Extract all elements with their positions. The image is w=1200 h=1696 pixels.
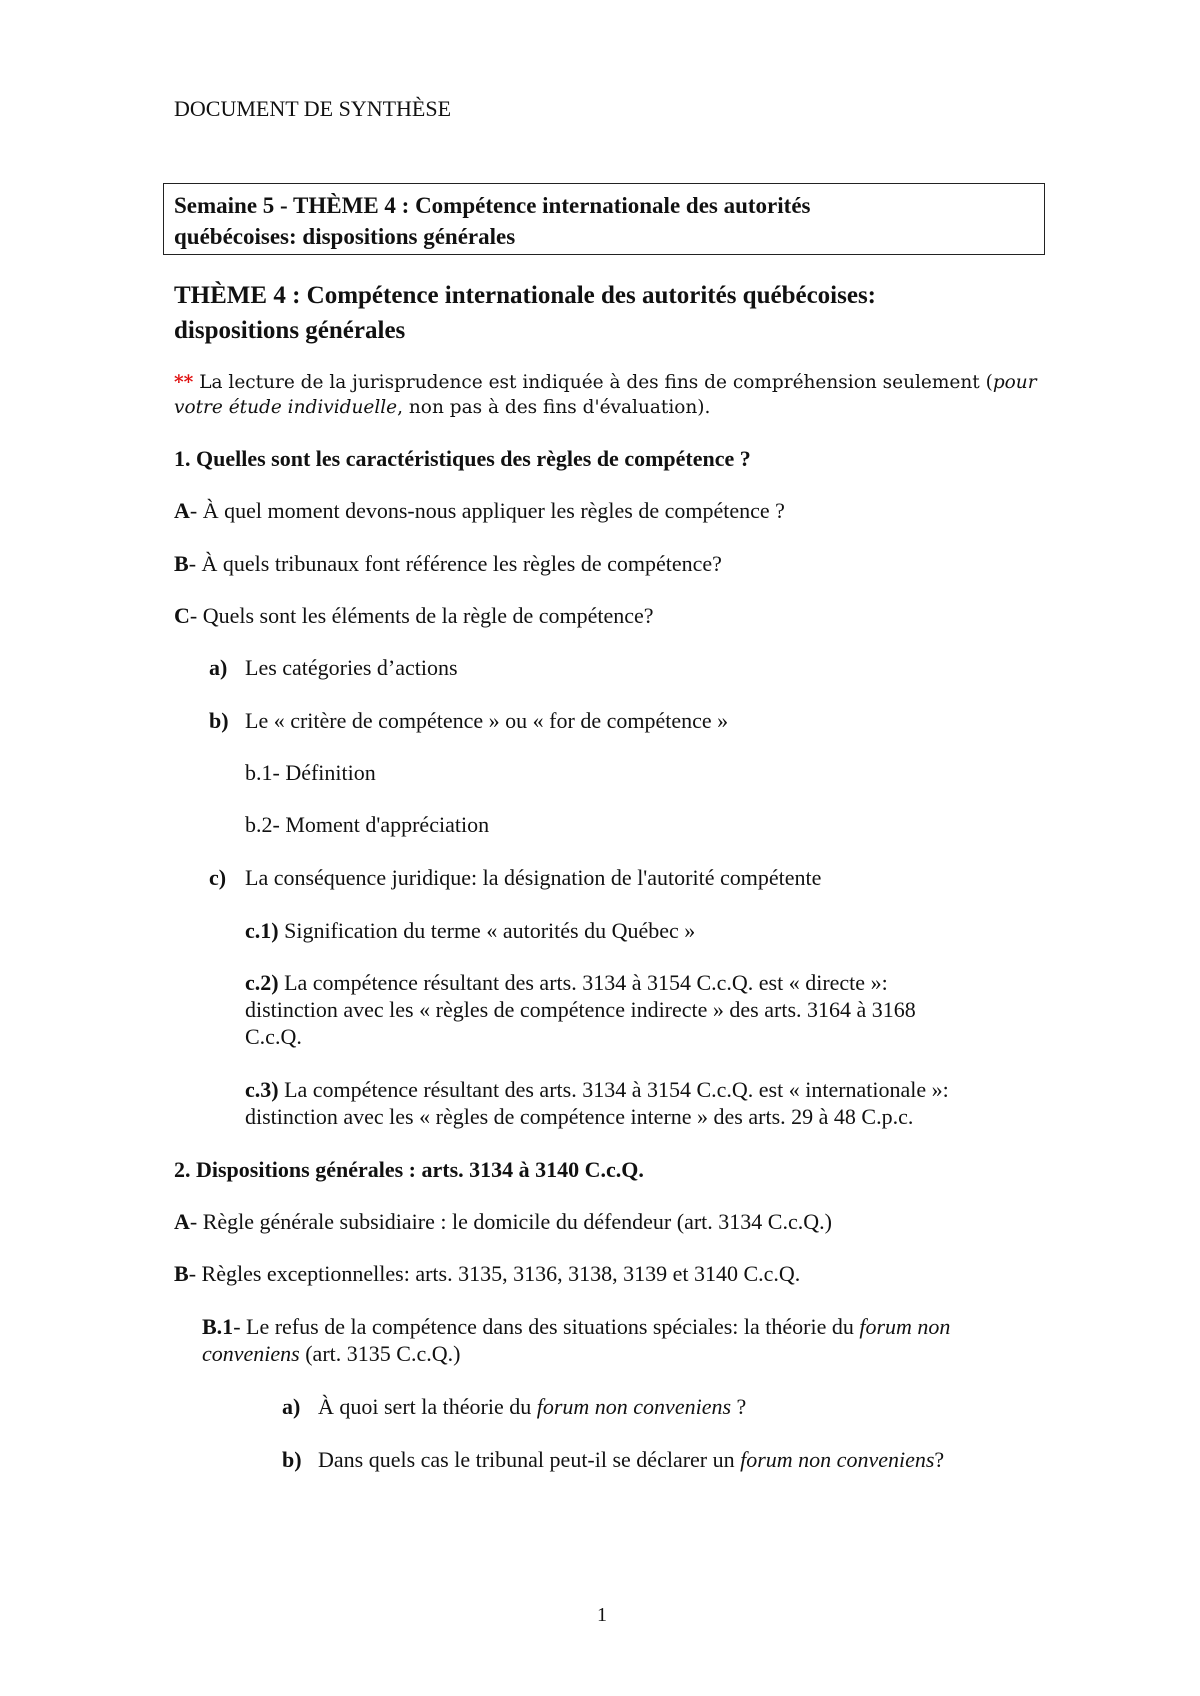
subitem-b-text: Le « critère de compétence » ou « for de compétence » [245,708,729,733]
note-text-2: , non pas à des fins d'évaluation). [397,397,711,418]
week-title-line-2: québécoises: dispositions générales [174,224,516,249]
question-a-label: a) [282,1394,301,1419]
note-italic-1: pour [992,372,1037,393]
section-1-item-a: A- À quel moment devons-nous appliquer les règles de compétence ? [174,498,785,523]
question-a-text: À quoi sert la théorie du forum non conveniens ? [318,1394,747,1419]
reading-note-line-2 [174,395,710,420]
section-1-title: 1. Quelles sont les caractéristiques des règles de compétence ? [174,446,751,471]
note-italic-2: votre étude individuelle [174,397,398,418]
reading-note-line-1 [174,370,1037,395]
week-title-box [163,183,1045,255]
document-header: DOCUMENT DE SYNTHÈSE [174,96,452,121]
subitem-c3-line-1: c.3) La compétence résultant des arts. 3134 à 3154 C.c.Q. est « internationale »: [245,1077,949,1102]
section-1-item-c: C- Quels sont les éléments de la règle de compétence? [174,603,654,628]
question-b-label: b) [282,1447,302,1472]
section-2-item-b: B- Règles exceptionnelles: arts. 3135, 3136, 3138, 3139 et 3140 C.c.Q. [174,1261,801,1286]
subitem-c2-line-2: distinction avec les « règles de compétence indirecte » des arts. 3164 à 3168 [245,997,916,1022]
theme-title-line-2: dispositions générales [174,317,406,344]
theme-title-line-1: THÈME 4 : Compétence internationale des autorités québécoises: [174,282,877,309]
subitem-b-label: b) [209,708,229,733]
section-2-item-b1-line-2: conveniens (art. 3135 C.c.Q.) [202,1341,461,1366]
note-text-1: La lecture de la jurisprudence est indiquée à des fins de compréhension seulement ( [193,372,993,393]
question-b-text: Dans quels cas le tribunal peut-il se déclarer un forum non conveniens? [318,1447,945,1472]
subitem-a-text: Les catégories d’actions [245,655,458,680]
section-2-item-a: A- Règle générale subsidiaire : le domicile du défendeur (art. 3134 C.c.Q.) [174,1209,832,1234]
subitem-c-label: c) [209,865,227,890]
section-2-item-b1-line-1: B.1- Le refus de la compétence dans des situations spéciales: la théorie du forum non [202,1314,951,1339]
subitem-b2: b.2- Moment d'appréciation [245,812,490,837]
page-number: 1 [597,1604,607,1626]
section-2-title: 2. Dispositions générales : arts. 3134 à 3140 C.c.Q. [174,1157,644,1182]
subitem-c-text: La conséquence juridique: la désignation de l'autorité compétente [245,865,822,890]
week-title-line-1: Semaine 5 - THÈME 4 : Compétence internationale des autorités [174,193,811,218]
subitem-a-label: a) [209,655,228,680]
subitem-b1: b.1- Définition [245,760,376,785]
note-stars: ** [174,372,194,393]
section-1-item-b: B- À quels tribunaux font référence les règles de compétence? [174,551,722,576]
subitem-c1: c.1) Signification du terme « autorités du Québec » [245,918,696,943]
subitem-c3-line-2: distinction avec les « règles de compétence interne » des arts. 29 à 48 C.p.c. [245,1104,914,1129]
subitem-c2-line-3: C.c.Q. [245,1024,302,1049]
subitem-c2-line-1: c.2) La compétence résultant des arts. 3134 à 3154 C.c.Q. est « directe »: [245,970,888,995]
